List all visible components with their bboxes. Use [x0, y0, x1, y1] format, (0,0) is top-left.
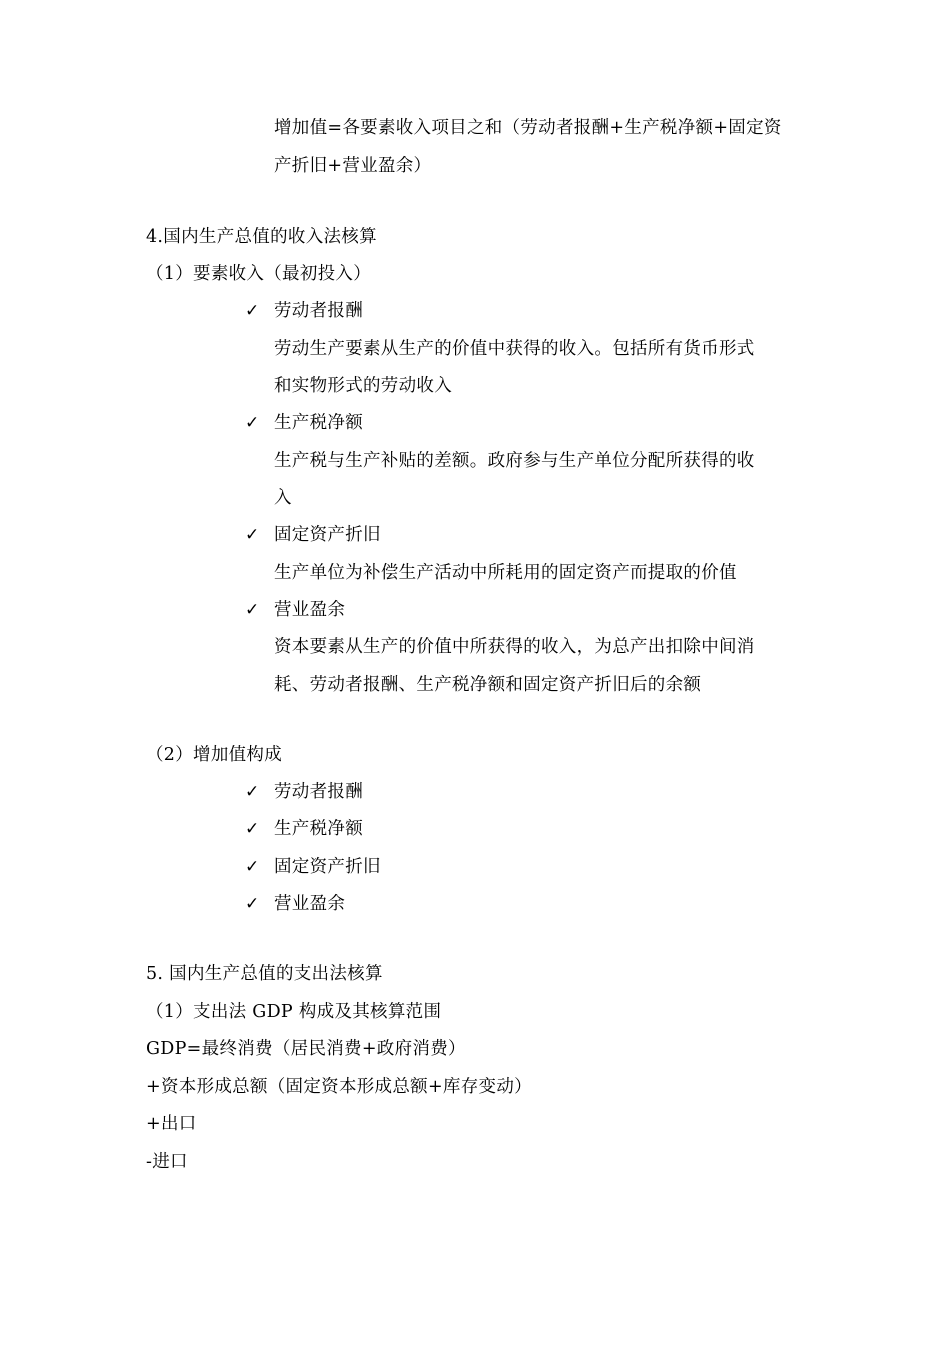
gdp-formula-line: -进口	[146, 1152, 188, 1172]
check-icon: ✓	[245, 894, 260, 914]
intro-formula-line-2: 产折旧+营业盈余）	[274, 156, 432, 176]
factor-item-title: 劳动者报酬	[274, 301, 363, 321]
section5-sub1-heading: （1）支出法 GDP 构成及其核算范围	[146, 1002, 442, 1022]
factor-item-desc: 入	[274, 488, 292, 508]
value-added-item: 生产税净额	[274, 819, 363, 839]
factor-item-desc: 劳动生产要素从生产的价值中获得的收入。包括所有货币形式	[274, 339, 755, 359]
check-icon: ✓	[245, 525, 260, 545]
value-added-item: 固定资产折旧	[274, 857, 381, 877]
gdp-formula-line: GDP=最终消费（居民消费+政府消费）	[146, 1039, 466, 1059]
check-icon: ✓	[245, 857, 260, 877]
factor-item-title: 生产税净额	[274, 413, 363, 433]
factor-item-desc: 和实物形式的劳动收入	[274, 376, 452, 396]
value-added-item: 劳动者报酬	[274, 782, 363, 802]
check-icon: ✓	[245, 413, 260, 433]
section4-sub1-heading: （1）要素收入（最初投入）	[146, 264, 372, 284]
factor-item-desc: 生产税与生产补贴的差额。政府参与生产单位分配所获得的收	[274, 451, 755, 471]
section4-sub2-heading: （2）增加值构成	[146, 745, 283, 765]
check-icon: ✓	[245, 301, 260, 321]
factor-item-desc: 生产单位为补偿生产活动中所耗用的固定资产而提取的价值	[274, 563, 737, 583]
factor-item-title: 营业盈余	[274, 600, 346, 620]
factor-item-desc: 耗、劳动者报酬、生产税净额和固定资产折旧后的余额	[274, 675, 702, 695]
check-icon: ✓	[245, 782, 260, 802]
gdp-formula-line: +出口	[146, 1114, 197, 1134]
factor-item-desc: 资本要素从生产的价值中所获得的收入，为总产出扣除中间消	[274, 637, 755, 657]
gdp-formula-line: +资本形成总额（固定资本形成总额+库存变动）	[146, 1077, 532, 1097]
section5-heading: 5. 国内生产总值的支出法核算	[146, 964, 383, 984]
value-added-item: 营业盈余	[274, 894, 346, 914]
factor-item-title: 固定资产折旧	[274, 525, 381, 545]
check-icon: ✓	[245, 819, 260, 839]
intro-formula-line-1: 增加值=各要素收入项目之和（劳动者报酬+生产税净额+固定资	[274, 118, 782, 138]
section4-heading: 4.国内生产总值的收入法核算	[146, 227, 377, 247]
check-icon: ✓	[245, 600, 260, 620]
